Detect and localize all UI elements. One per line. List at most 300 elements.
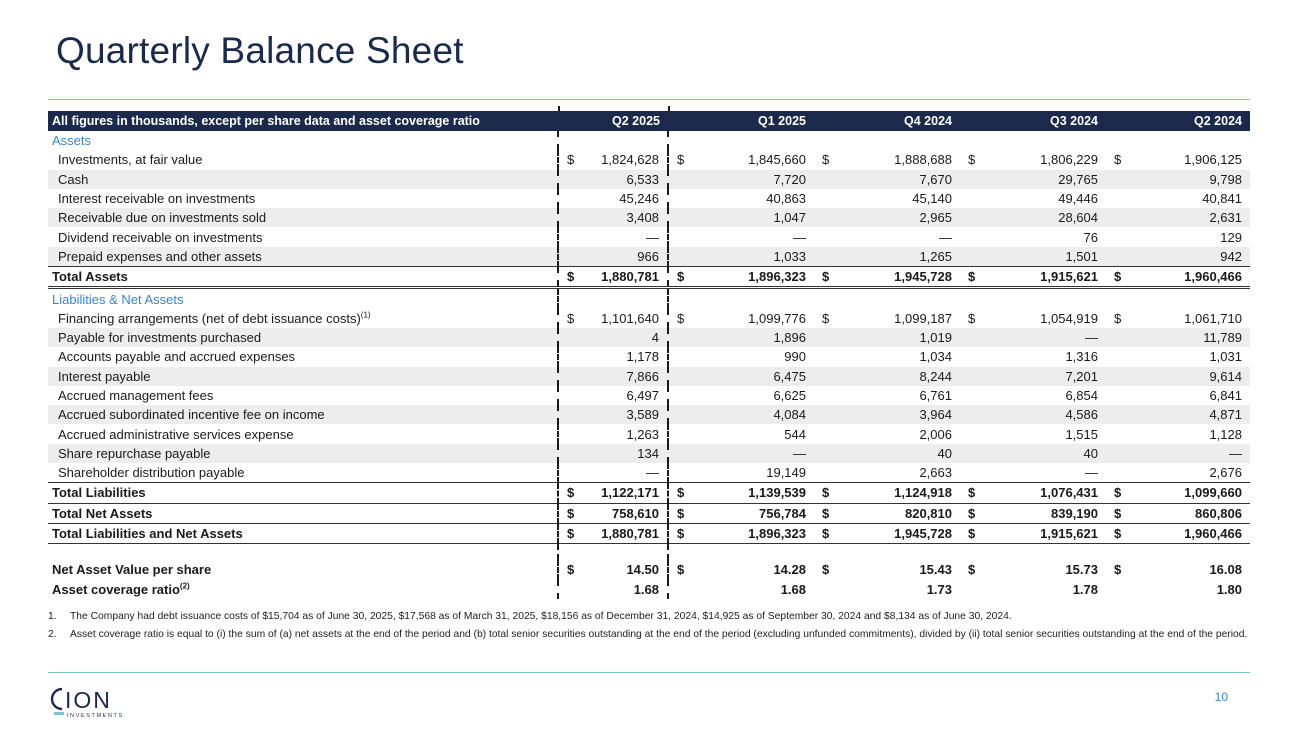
page-title: Quarterly Balance Sheet xyxy=(56,30,464,71)
value-cell: 1,824,628 xyxy=(578,150,668,169)
currency-symbol: $ xyxy=(960,523,1014,543)
value-cell: 1.68 xyxy=(578,580,668,599)
currency-symbol xyxy=(1106,247,1160,267)
currency-symbol xyxy=(814,247,868,267)
currency-symbol xyxy=(960,424,1014,443)
table-row xyxy=(48,483,1250,503)
currency-symbol xyxy=(1106,189,1160,208)
currency-symbol: $ xyxy=(960,267,1014,288)
spacer-cell xyxy=(48,544,558,561)
value-cell: 11,789 xyxy=(1160,328,1250,347)
spacer-cell xyxy=(668,544,1250,561)
table-row xyxy=(48,189,1250,208)
currency-symbol: $ xyxy=(668,483,722,503)
row-label-text: Accrued management fees xyxy=(58,388,214,403)
value-cell: 1,178 xyxy=(578,347,668,366)
row-label-text: Investments, at fair value xyxy=(58,152,203,168)
value-cell: 1,265 xyxy=(868,247,960,267)
value-cell: 7,670 xyxy=(868,170,960,189)
currency-symbol xyxy=(558,405,578,424)
row-label-text: Total Liabilities and Net Assets xyxy=(52,526,243,542)
value-cell: 1,945,728 xyxy=(868,523,960,543)
currency-symbol: $ xyxy=(814,523,868,543)
value-cell: 1,806,229 xyxy=(1040,152,1098,168)
currency-symbol: $ xyxy=(814,483,868,503)
table-row xyxy=(48,347,1250,366)
table-row xyxy=(48,208,1250,227)
value-cell: — xyxy=(578,463,668,483)
value-cell: 1,880,781 xyxy=(578,523,668,543)
currency-symbol xyxy=(1106,580,1160,599)
value-cell: 129 xyxy=(1220,229,1242,245)
currency-symbol xyxy=(558,328,578,347)
currency-symbol xyxy=(668,463,722,483)
row-label-text: Prepaid expenses and other assets xyxy=(58,248,262,264)
value-cell: 1,888,688 xyxy=(894,152,952,168)
table-row xyxy=(48,523,1250,543)
currency-symbol xyxy=(668,386,722,405)
cion-logo-mark xyxy=(48,686,138,720)
value-cell: 2,676 xyxy=(1209,465,1242,481)
value-cell: 1.80 xyxy=(1216,581,1242,597)
row-label xyxy=(48,424,558,443)
value-cell: 1,960,466 xyxy=(1160,523,1250,543)
value-cell: 15.43 xyxy=(919,562,952,578)
table-row xyxy=(48,150,1250,169)
currency-symbol xyxy=(814,463,868,483)
value-cell: 4,871 xyxy=(1160,405,1250,424)
value-cell: 1,099,776 xyxy=(748,310,806,326)
value-cell: 1,122,171 xyxy=(578,483,668,503)
balance-sheet xyxy=(48,111,1250,599)
row-label-text: Accounts payable and accrued expenses xyxy=(58,349,296,365)
currency-symbol xyxy=(558,367,578,386)
bottom-rule xyxy=(48,672,1250,673)
currency-symbol: $ xyxy=(558,483,578,503)
value-cell: 1.78 xyxy=(1072,581,1098,597)
currency-symbol xyxy=(960,444,1014,463)
currency-symbol xyxy=(960,247,1014,267)
table-row xyxy=(48,227,1250,246)
currency-symbol xyxy=(1106,444,1160,463)
currency-symbol: $ xyxy=(1106,483,1160,503)
value-cell: — xyxy=(722,444,814,463)
value-cell: 1,880,781 xyxy=(578,267,668,288)
currency-symbol xyxy=(960,463,1014,483)
value-cell: — xyxy=(793,229,806,245)
value-cell: 9,614 xyxy=(1160,367,1250,386)
currency-symbol xyxy=(814,424,868,443)
row-label-text: Asset coverage ratio xyxy=(52,581,180,597)
value-cell: 134 xyxy=(578,444,668,463)
table-row xyxy=(48,444,1250,463)
value-cell: 1,515 xyxy=(1065,426,1098,442)
table-row xyxy=(48,503,1250,523)
currency-symbol xyxy=(1106,424,1160,443)
spacer-cell xyxy=(578,288,668,309)
currency-symbol: $ xyxy=(558,150,578,169)
row-label-text: Net Asset Value per share xyxy=(52,562,212,578)
currency-symbol xyxy=(558,347,578,366)
value-cell: 14.50 xyxy=(578,560,668,579)
row-label xyxy=(48,483,558,503)
header-period: Q1 2025 xyxy=(668,111,814,131)
section-label: Assets xyxy=(52,133,92,149)
header-label: All figures in thousands, except per share data and asset coverage ratio xyxy=(48,111,558,131)
row-label xyxy=(48,405,558,424)
currency-symbol xyxy=(558,463,578,483)
logo-subtext: INVESTMENTS xyxy=(67,713,124,719)
currency-symbol: $ xyxy=(668,267,722,288)
currency-symbol xyxy=(814,347,868,366)
value-cell: 942 xyxy=(1160,247,1250,267)
currency-symbol: $ xyxy=(677,562,685,578)
row-label xyxy=(48,309,558,328)
currency-symbol xyxy=(960,405,1014,424)
table-row xyxy=(48,560,1250,579)
value-cell: 45,140 xyxy=(912,191,952,207)
value-cell: 6,533 xyxy=(578,170,668,189)
value-cell: 4,084 xyxy=(722,405,814,424)
value-cell: 1,263 xyxy=(578,424,668,443)
value-cell: 820,810 xyxy=(868,503,960,523)
header-period: Q4 2024 xyxy=(814,111,960,131)
value-cell: 40 xyxy=(1014,444,1106,463)
table-row xyxy=(48,309,1250,328)
value-cell: 1,033 xyxy=(722,247,814,267)
currency-symbol: $ xyxy=(677,310,685,326)
currency-symbol: $ xyxy=(1114,562,1122,578)
currency-symbol xyxy=(668,227,722,246)
balance-sheet-table xyxy=(48,111,1250,599)
row-label xyxy=(48,227,558,246)
value-cell: 6,475 xyxy=(722,367,814,386)
logo-wordmark: ION xyxy=(65,687,112,713)
footnote-text: Asset coverage ratio is equal to (i) the sum of (a) net assets at the end of the period and (b) total senior securities outstanding at the end of the period (excluding unfunded commitments), divided by (ii) total senior securities outstanding at the end of the period. xyxy=(70,629,1248,640)
page-number: 10 xyxy=(1214,690,1228,704)
value-cell: 2,663 xyxy=(919,465,952,481)
value-cell: 860,806 xyxy=(1160,503,1250,523)
row-label-text: Shareholder distribution payable xyxy=(58,465,245,481)
currency-symbol xyxy=(960,386,1014,405)
value-cell: 1.73 xyxy=(926,581,952,597)
currency-symbol xyxy=(558,444,578,463)
header-period: Q2 2025 xyxy=(558,111,668,131)
row-label-text: Total Liabilities xyxy=(52,485,146,501)
currency-symbol xyxy=(668,247,722,267)
value-cell: 2,965 xyxy=(868,208,960,227)
currency-symbol xyxy=(1106,328,1160,347)
currency-symbol: $ xyxy=(558,503,578,523)
row-label-text: Accrued subordinated incentive fee on income xyxy=(58,407,325,423)
footnote xyxy=(48,609,1248,625)
table-row xyxy=(48,170,1250,189)
row-label xyxy=(48,463,558,483)
value-cell: 4,586 xyxy=(1014,405,1106,424)
currency-symbol: $ xyxy=(558,523,578,543)
value-cell: 40,863 xyxy=(766,191,806,207)
spacer-cell xyxy=(558,288,578,309)
spacer-cell xyxy=(668,288,1250,309)
value-cell: 14.28 xyxy=(773,562,806,578)
value-cell: — xyxy=(1160,444,1250,463)
value-cell: 1,054,919 xyxy=(1040,310,1098,326)
value-cell: 1,101,640 xyxy=(578,309,668,328)
currency-symbol xyxy=(558,386,578,405)
currency-symbol xyxy=(814,405,868,424)
currency-symbol xyxy=(960,189,1014,208)
row-label xyxy=(48,444,558,463)
currency-symbol xyxy=(814,170,868,189)
table-row xyxy=(48,131,1250,150)
value-cell: 45,246 xyxy=(578,189,668,208)
value-cell: 1,019 xyxy=(868,328,960,347)
row-label xyxy=(48,386,558,405)
currency-symbol xyxy=(668,328,722,347)
row-label-text: Receivable due on investments sold xyxy=(58,210,267,226)
table-row xyxy=(48,386,1250,405)
table-row xyxy=(48,463,1250,483)
currency-symbol xyxy=(814,208,868,227)
value-cell: 49,446 xyxy=(1058,191,1098,207)
currency-symbol xyxy=(668,424,722,443)
header-period: Q2 2024 xyxy=(1106,111,1250,131)
value-cell: 1,915,621 xyxy=(1014,523,1106,543)
currency-symbol xyxy=(1106,405,1160,424)
currency-symbol: $ xyxy=(968,310,976,326)
currency-symbol: $ xyxy=(960,483,1014,503)
footnote-number: 2. xyxy=(48,629,57,640)
currency-symbol xyxy=(960,580,1014,599)
value-cell: 28,604 xyxy=(1014,208,1106,227)
table-row xyxy=(48,288,1250,309)
row-label-text: Financing arrangements (net of debt issuance costs) xyxy=(58,310,361,326)
currency-symbol: $ xyxy=(558,309,578,328)
value-cell: 544 xyxy=(784,426,806,442)
currency-symbol xyxy=(1106,463,1160,483)
value-cell: 1,316 xyxy=(1065,349,1098,365)
value-cell: 6,761 xyxy=(919,388,952,403)
row-label-text: Total Net Assets xyxy=(52,505,153,521)
currency-symbol: $ xyxy=(822,562,830,578)
row-label xyxy=(48,367,558,386)
value-cell: — xyxy=(1085,465,1098,481)
value-cell: 1,099,660 xyxy=(1160,483,1250,503)
currency-symbol xyxy=(558,424,578,443)
table-row xyxy=(48,544,1250,561)
currency-symbol xyxy=(668,170,722,189)
row-label xyxy=(48,560,558,579)
value-cell: 6,625 xyxy=(773,388,806,403)
currency-symbol xyxy=(814,227,868,246)
value-cell: 3,408 xyxy=(578,208,668,227)
currency-symbol xyxy=(668,347,722,366)
currency-symbol xyxy=(814,580,868,599)
currency-symbol xyxy=(668,405,722,424)
currency-symbol xyxy=(1106,386,1160,405)
value-cell: 29,765 xyxy=(1014,170,1106,189)
value-cell: 966 xyxy=(578,247,668,267)
row-label xyxy=(48,189,558,208)
value-cell: 1,031 xyxy=(1209,349,1242,365)
value-cell: 1,896,323 xyxy=(722,267,814,288)
currency-symbol xyxy=(1106,347,1160,366)
currency-symbol xyxy=(960,328,1014,347)
value-cell: 76 xyxy=(1083,229,1098,245)
currency-symbol: $ xyxy=(1106,503,1160,523)
footnote-text: The Company had debt issuance costs of $15,704 as of June 30, 2025, $17,568 as of March 31, 2025, $18,156 as of December 31, 2024, $14,925 as of September 30, 2024 and $8,134 as of June 30, 2024. xyxy=(70,611,1012,622)
value-cell: — xyxy=(1014,328,1106,347)
currency-symbol: $ xyxy=(558,267,578,288)
currency-symbol: $ xyxy=(822,152,830,168)
table-row xyxy=(48,367,1250,386)
row-label-text: Interest payable xyxy=(58,368,151,384)
currency-symbol xyxy=(558,580,578,599)
table-row xyxy=(48,247,1250,267)
value-cell: 1,061,710 xyxy=(1184,310,1242,326)
value-cell: 1,124,918 xyxy=(868,483,960,503)
currency-symbol xyxy=(668,189,722,208)
row-label-text: Dividend receivable on investments xyxy=(58,229,263,245)
currency-symbol xyxy=(558,170,578,189)
value-cell: 1,139,539 xyxy=(722,483,814,503)
currency-symbol xyxy=(960,347,1014,366)
value-cell: 1,034 xyxy=(919,349,952,365)
currency-symbol xyxy=(558,189,578,208)
value-cell: 990 xyxy=(784,349,806,365)
value-cell: 19,149 xyxy=(766,465,806,481)
currency-symbol: $ xyxy=(1114,310,1122,326)
row-label xyxy=(48,208,558,227)
row-label xyxy=(48,170,558,189)
value-cell: 1,945,728 xyxy=(868,267,960,288)
value-cell: 1,501 xyxy=(1014,247,1106,267)
currency-symbol: $ xyxy=(968,152,976,168)
value-cell: 839,190 xyxy=(1014,503,1106,523)
row-label xyxy=(48,523,558,543)
value-cell: 1,915,621 xyxy=(1014,267,1106,288)
currency-symbol xyxy=(814,367,868,386)
value-cell: 1,076,431 xyxy=(1014,483,1106,503)
value-cell: 1,128 xyxy=(1209,426,1242,442)
spacer-cell xyxy=(558,131,578,150)
currency-symbol xyxy=(960,208,1014,227)
currency-symbol xyxy=(558,227,578,246)
value-cell: 3,964 xyxy=(868,405,960,424)
value-cell: 756,784 xyxy=(722,503,814,523)
value-cell: 1,099,187 xyxy=(894,310,952,326)
currency-symbol xyxy=(960,227,1014,246)
value-cell: 758,610 xyxy=(578,503,668,523)
value-cell: 2,006 xyxy=(919,426,952,442)
value-cell: — xyxy=(578,227,668,246)
currency-symbol: $ xyxy=(814,503,868,523)
row-label xyxy=(48,247,558,267)
cion-logo xyxy=(48,686,138,725)
row-label-text: Cash xyxy=(58,171,89,187)
row-label xyxy=(48,328,558,347)
currency-symbol: $ xyxy=(960,503,1014,523)
currency-symbol xyxy=(668,444,722,463)
table-row xyxy=(48,267,1250,288)
value-cell: 8,244 xyxy=(868,367,960,386)
spacer-cell xyxy=(578,131,668,150)
row-label-text: Accrued administrative services expense xyxy=(58,426,294,442)
currency-symbol: $ xyxy=(814,267,868,288)
currency-symbol: $ xyxy=(668,503,722,523)
value-cell: 1,896,323 xyxy=(722,523,814,543)
currency-symbol xyxy=(960,170,1014,189)
footnote-number: 1. xyxy=(48,611,57,622)
currency-symbol xyxy=(558,247,578,267)
currency-symbol: $ xyxy=(822,310,830,326)
currency-symbol xyxy=(814,444,868,463)
value-cell: 9,798 xyxy=(1160,170,1250,189)
currency-symbol xyxy=(1106,227,1160,246)
currency-symbol: $ xyxy=(968,562,976,578)
value-cell: 4 xyxy=(578,328,668,347)
row-label-text: Payable for investments purchased xyxy=(58,330,262,346)
row-label xyxy=(48,503,558,523)
row-label-text: Total Assets xyxy=(52,269,128,285)
value-cell: 7,201 xyxy=(1014,367,1106,386)
value-cell: 2,631 xyxy=(1160,208,1250,227)
table-row xyxy=(48,424,1250,443)
currency-symbol xyxy=(668,367,722,386)
value-cell: 1,906,125 xyxy=(1184,152,1242,168)
row-label xyxy=(48,347,558,366)
spacer-cell xyxy=(578,544,668,561)
currency-symbol xyxy=(668,208,722,227)
value-cell: 6,841 xyxy=(1209,388,1242,403)
currency-symbol xyxy=(814,386,868,405)
value-cell: 16.08 xyxy=(1209,562,1242,578)
value-cell: 1,896 xyxy=(722,328,814,347)
row-label xyxy=(48,267,558,288)
footnotes xyxy=(48,609,1248,643)
header-period: Q3 2024 xyxy=(960,111,1106,131)
currency-symbol xyxy=(960,367,1014,386)
value-cell: 40,841 xyxy=(1202,191,1242,207)
footnote-ref: (2) xyxy=(179,581,190,591)
value-cell: 1,047 xyxy=(722,208,814,227)
table-header-row xyxy=(48,111,1250,131)
value-cell: 15.73 xyxy=(1065,562,1098,578)
row-label-text: Share repurchase payable xyxy=(58,445,211,461)
value-cell: 7,720 xyxy=(722,170,814,189)
currency-symbol: $ xyxy=(1114,152,1122,168)
spacer-cell xyxy=(558,544,578,561)
value-cell: 40 xyxy=(868,444,960,463)
currency-symbol xyxy=(668,580,722,599)
table-row xyxy=(48,405,1250,424)
currency-symbol xyxy=(1106,170,1160,189)
currency-symbol xyxy=(1106,208,1160,227)
value-cell: 1,960,466 xyxy=(1160,267,1250,288)
currency-symbol xyxy=(1106,367,1160,386)
table-row xyxy=(48,328,1250,347)
value-cell: 1,845,660 xyxy=(748,152,806,168)
currency-symbol xyxy=(814,189,868,208)
value-cell: 1.68 xyxy=(780,581,806,597)
section-label: Liabilities & Net Assets xyxy=(52,291,184,307)
row-label xyxy=(48,580,558,599)
row-label xyxy=(48,150,558,169)
currency-symbol: $ xyxy=(1106,267,1160,288)
currency-symbol xyxy=(814,328,868,347)
footnote xyxy=(48,627,1248,643)
value-cell: 6,497 xyxy=(578,386,668,405)
